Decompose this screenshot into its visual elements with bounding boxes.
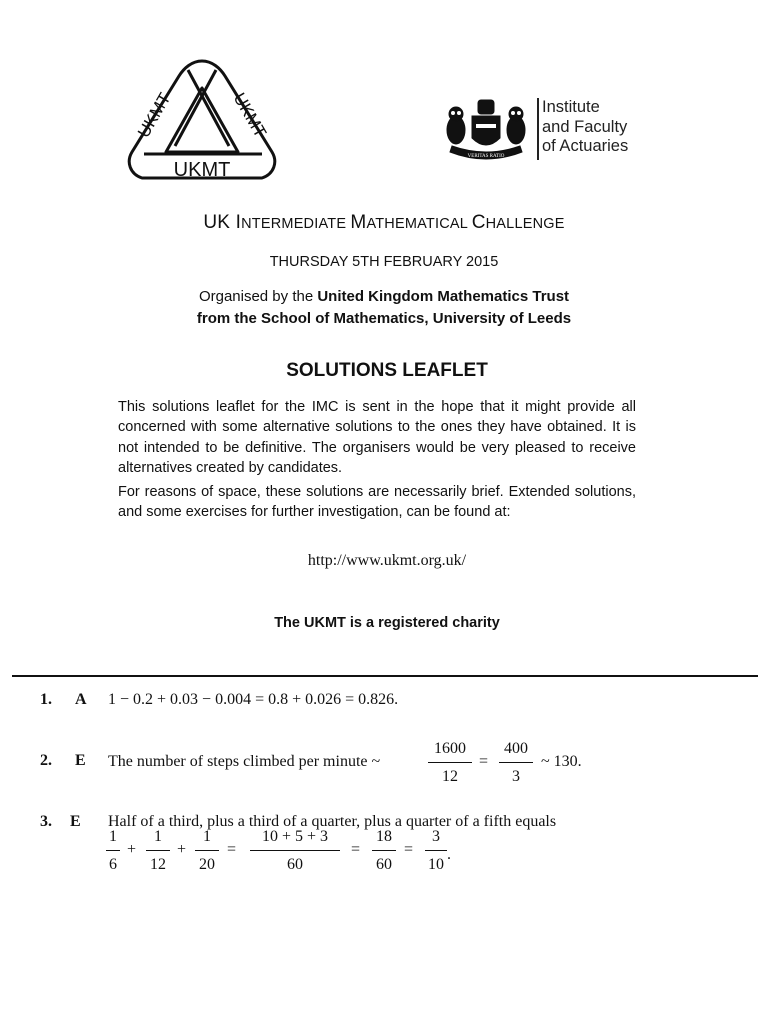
fraction-denominator: 12 (442, 768, 458, 785)
title-part: I (235, 212, 242, 233)
main-title (0, 212, 768, 234)
fraction-denominator: 20 (199, 856, 215, 873)
date-line: THURSDAY 5TH FEBRUARY 2015 (269, 254, 499, 270)
organiser-name: United Kingdom Mathematics Trust (317, 288, 570, 305)
q3-answer: E (70, 813, 81, 830)
organised-prefix: Organised by the (198, 288, 318, 305)
fraction-denominator: 10 (428, 856, 444, 873)
fraction-denominator: 60 (376, 856, 392, 873)
q3-fraction (195, 828, 219, 874)
fraction-numerator: 400 (504, 740, 528, 757)
q2-solution-text: The number of steps climbed per minute ~ (108, 753, 381, 770)
intro-paragraph-2: For reasons of space, these solutions are necessarily brief. Extended solutions, and some exercises for further investigation, can be found at: (118, 484, 636, 521)
website-link[interactable]: http://www.ukmt.org.uk/ (307, 552, 467, 569)
q3-number: 3. (40, 813, 52, 830)
title-part: NTERMEDIATE (241, 216, 351, 232)
ukmt-logo-left-label: UKMT (133, 89, 175, 141)
q3-fraction (106, 828, 120, 874)
fraction-numerator: 1 (109, 828, 117, 845)
ifoa-divider (537, 98, 539, 160)
q3-fraction (250, 828, 340, 874)
fraction-numerator: 1 (203, 828, 211, 845)
title-part: HALLENGE (485, 216, 565, 232)
ifoa-name (542, 98, 628, 157)
title-part: ATHEMATICAL (366, 216, 472, 232)
q3-operator: = (404, 841, 414, 858)
ifoa-crest-icon (440, 94, 532, 166)
q1-answer: A (75, 691, 87, 708)
q2-equals: = (479, 753, 489, 770)
q2-fraction-1 (428, 740, 472, 786)
ifoa-motto: VERITAS RATIO (467, 154, 505, 159)
q3-solution-text: Half of a third, plus a third of a quarter, plus a quarter of a fifth equals (108, 813, 557, 830)
q3-fraction (146, 828, 170, 874)
fraction-bar (428, 762, 472, 763)
q1-number: 1. (40, 691, 52, 708)
q3-operator: + (127, 841, 137, 858)
fraction-numerator: 1 (154, 828, 162, 845)
q3-fraction (372, 828, 396, 874)
fraction-bar (106, 850, 120, 851)
q2-answer: E (75, 752, 86, 769)
fraction-bar (499, 762, 533, 763)
fraction-numerator: 1600 (434, 740, 466, 757)
q3-fraction (425, 828, 447, 874)
q3-operator: + (177, 841, 187, 858)
fraction-bar (250, 850, 340, 851)
fraction-denominator: 12 (150, 856, 166, 873)
organised-by-line (0, 288, 768, 305)
fraction-denominator: 3 (512, 768, 520, 785)
title-part: M (350, 212, 367, 233)
fraction-bar (146, 850, 170, 851)
intro-paragraph-1: This solutions leaflet for the IMC is sent in the hope that it might provide all concerned with some alternative solutions to the ones they have obtained. It is not intended to be definitive. The organisers would be very pleased to receive alternatives created by candidates. (118, 399, 636, 477)
q3-operator: = (227, 841, 237, 858)
ifoa-line-1: Institute (542, 98, 600, 116)
title-part: UK (203, 212, 236, 233)
fraction-numerator: 18 (376, 828, 392, 845)
ukmt-logo-right-label: UKMT (229, 89, 271, 141)
fraction-numerator: 10 + 5 + 3 (261, 828, 329, 845)
q2-number: 2. (40, 752, 52, 769)
q2-fraction-2 (499, 740, 533, 786)
q1-solution: 1 − 0.2 + 0.03 − 0.004 = 0.8 + 0.026 = 0.826. (108, 691, 399, 708)
leaflet-title: SOLUTIONS LEAFLET (286, 360, 488, 381)
fraction-bar (195, 850, 219, 851)
title-part: C (471, 212, 486, 233)
q3-operator: = (351, 841, 361, 858)
ukmt-logo-label: UKMT (173, 159, 231, 181)
organised-from-line: from the School of Mathematics, University of Leeds (196, 310, 572, 327)
fraction-numerator: 3 (432, 828, 440, 845)
fraction-denominator: 6 (109, 856, 117, 873)
q3-full-stop: . (447, 846, 451, 863)
fraction-bar (372, 850, 396, 851)
ifoa-line-2: and Faculty (542, 117, 628, 136)
charity-note: The UKMT is a registered charity (274, 615, 500, 631)
ifoa-line-3: of Actuaries (542, 137, 629, 155)
fraction-denominator: 60 (287, 856, 303, 873)
section-divider (12, 675, 758, 677)
q2-result: ~ 130. (541, 753, 582, 770)
ukmt-logo (122, 56, 282, 188)
fraction-bar (425, 850, 447, 851)
